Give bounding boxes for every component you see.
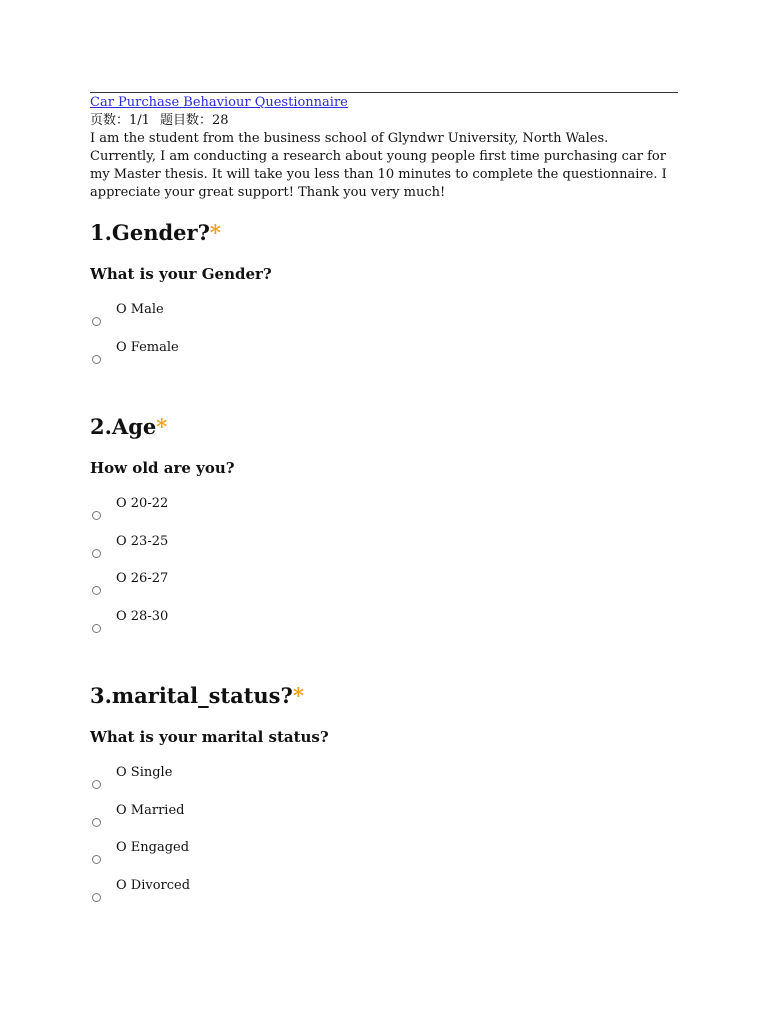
option-label: O Divorced <box>116 877 191 893</box>
question-title: 2.Age* <box>90 414 168 439</box>
option-20-22[interactable] <box>90 496 490 534</box>
radio-button[interactable] <box>92 511 101 520</box>
option-female[interactable] <box>90 340 490 378</box>
option-23-25[interactable] <box>90 534 490 572</box>
question-title: 3.marital_status?* <box>90 683 304 708</box>
radio-button[interactable] <box>92 780 101 789</box>
option-label: O 28-30 <box>116 608 169 624</box>
question-gender <box>90 220 678 355</box>
required-star: * <box>292 683 304 708</box>
required-star: * <box>209 220 221 245</box>
option-label: O Married <box>116 802 185 818</box>
option-married[interactable] <box>90 803 490 841</box>
option-28-30[interactable] <box>90 609 490 647</box>
radio-button[interactable] <box>92 317 101 326</box>
intro-text: I am the student from the business school of Glyndwr University, North Wales. Currently, I am conducting a research about young people first time purchasing car for my Master thesis. It will take you less than 10 minutes to complete the questionnaire. I appreciate your great support! Thank you very much! <box>90 131 667 200</box>
questionnaire-header <box>90 92 678 202</box>
radio-button[interactable] <box>92 355 101 364</box>
radio-button[interactable] <box>92 549 101 558</box>
option-label: O Engaged <box>116 840 190 855</box>
option-male[interactable] <box>90 302 490 340</box>
radio-button[interactable] <box>92 586 101 595</box>
option-label: O 20-22 <box>116 496 169 511</box>
question-subtitle: What is your Gender? <box>90 265 272 283</box>
option-26-27[interactable] <box>90 571 490 609</box>
option-label: O 26-27 <box>116 571 169 586</box>
questionnaire-page <box>90 92 678 893</box>
question-subtitle: What is your marital status? <box>90 728 329 746</box>
radio-button[interactable] <box>92 818 101 827</box>
option-divorced[interactable] <box>90 878 490 916</box>
question-marital-status <box>90 683 678 893</box>
question-age <box>90 414 678 624</box>
option-engaged[interactable] <box>90 840 490 878</box>
page-info: 页数：1/1 <box>90 113 150 128</box>
option-single[interactable] <box>90 765 490 803</box>
radio-button[interactable] <box>92 624 101 633</box>
radio-button[interactable] <box>92 893 101 902</box>
required-star: * <box>156 414 168 439</box>
option-label: O Single <box>116 765 173 780</box>
option-label: O Male <box>116 302 164 317</box>
questionnaire-title-link[interactable]: Car Purchase Behaviour Questionnaire <box>90 95 348 110</box>
radio-button[interactable] <box>92 855 101 864</box>
question-title: 1.Gender?* <box>90 220 221 245</box>
questionnaire-meta <box>90 112 678 130</box>
question-subtitle: How old are you? <box>90 459 235 477</box>
question-count: 题目数：28 <box>159 113 229 128</box>
option-label: O 23-25 <box>116 533 169 549</box>
option-label: O Female <box>116 339 179 355</box>
